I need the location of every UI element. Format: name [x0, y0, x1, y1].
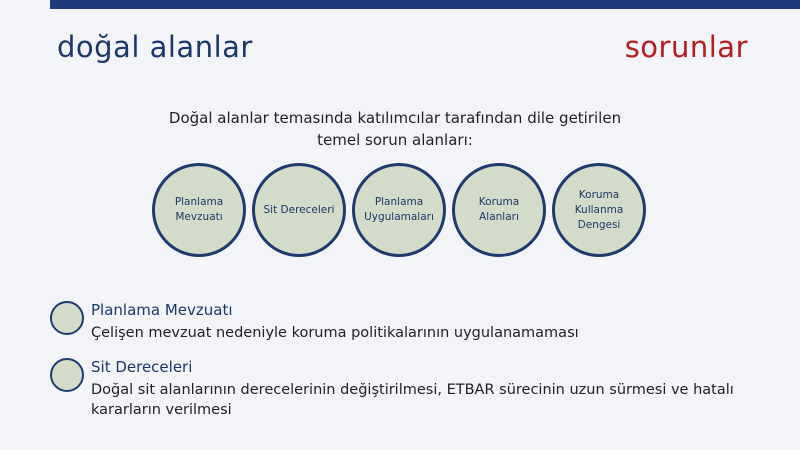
circle-sit-dereceleri — [252, 163, 346, 257]
circle-koruma-alanlari — [452, 163, 546, 257]
intro-line-1: Doğal alanlar temasında katılımcılar tarafından dile getirilen — [168, 109, 622, 127]
circle-koruma-kullanma-dengesi — [552, 163, 646, 257]
bullet-circle-icon — [50, 301, 84, 335]
item-title: Sit Dereceleri — [91, 358, 193, 376]
item-description: Çelişen mevzuat nedeniyle koruma politikalarının uygulanamaması — [91, 325, 579, 341]
circle-planlama-uygulamalari — [352, 163, 446, 257]
intro-line-2: temel sorun alanları: — [317, 131, 473, 149]
circle-label: Sit Dereceleri — [263, 203, 335, 216]
bullet-circle-icon — [50, 358, 84, 392]
circle-label: Planlama Mevzuatı — [174, 196, 224, 223]
circle-label: Koruma Alanları — [478, 196, 520, 223]
circle-label: Koruma Kullanma Dengesi — [574, 188, 624, 231]
top-accent-bar — [50, 0, 800, 9]
circle-planlama-mevzuati — [152, 163, 246, 257]
item-title: Planlama Mevzuatı — [91, 301, 233, 319]
topic-circles — [152, 163, 712, 259]
page-title: doğal alanlar — [57, 30, 253, 64]
item-description: Doğal sit alanlarının derecelerinin değiştirilmesi, ETBAR sürecinin uzun sürmesi ve hatalı kararların verilmesi — [91, 382, 734, 418]
circle-label: Planlama Uygulamaları — [364, 196, 434, 223]
section-title: sorunlar — [624, 30, 748, 64]
intro-text — [0, 107, 790, 151]
